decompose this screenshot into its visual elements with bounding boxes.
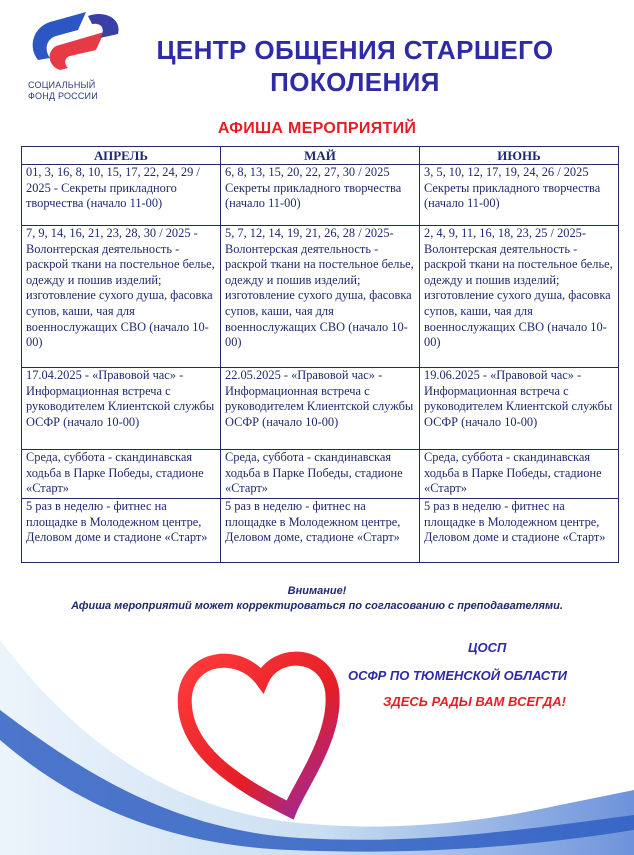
ribbon-heart-graphic bbox=[0, 600, 634, 855]
logo-text-line2: ФОНД РОССИИ bbox=[28, 91, 98, 101]
sfr-logo-mark bbox=[26, 8, 126, 78]
table-row bbox=[22, 226, 619, 368]
schedule-table bbox=[21, 146, 619, 563]
table-cell: 19.06.2025 - «Правовой час» - Информационная встреча с руководителем Клиентской службы ОСФР (начало 10-00) bbox=[420, 368, 619, 450]
notice-text: Афиша мероприятий может корректироваться по согласованию с преподавателями. bbox=[71, 600, 563, 612]
events-subtitle: АФИША МЕРОПРИЯТИЙ bbox=[217, 120, 417, 137]
page-title bbox=[140, 34, 570, 98]
table-cell: Среда, суббота - скандинавская ходьба в Парке Победы, стадионе «Старт» bbox=[22, 450, 221, 499]
table-cell: Среда, суббота - скандинавская ходьба в Парке Победы, стадионе «Старт» bbox=[221, 450, 420, 499]
footer-cosp: ЦОСП bbox=[468, 640, 507, 655]
table-row bbox=[22, 499, 619, 563]
notice-heading: Внимание! bbox=[287, 585, 347, 597]
table-cell: 01, 3, 16, 8, 10, 15, 17, 22, 24, 29 / 2025 - Секреты прикладного творчества (начало 11-00) bbox=[22, 165, 221, 226]
column-header-may: МАЙ bbox=[221, 147, 420, 165]
table-cell: 5 раз в неделю - фитнес на площадке в Молодежном центре, Деловом доме и стадионе «Старт» bbox=[22, 499, 221, 563]
table-row bbox=[22, 450, 619, 499]
column-header-april: АПРЕЛЬ bbox=[22, 147, 221, 165]
table-cell: 3, 5, 10, 12, 17, 19, 24, 26 / 2025 Секреты прикладного творчества (начало 11-00) bbox=[420, 165, 619, 226]
table-row bbox=[22, 165, 619, 226]
table-cell: 6, 8, 13, 15, 20, 22, 27, 30 / 2025 Секреты прикладного творчества (начало 11-00) bbox=[221, 165, 420, 226]
sfr-logo bbox=[26, 8, 126, 103]
table-cell: 2, 4, 9, 11, 16, 18, 23, 25 / 2025- Волонтерская деятельность - раскрой ткани на постельное белье, одежду и пошив изделий; изготовление сухого душа, фасовка супов, каши, чая для военнослужащих СВО (начало 10-00) bbox=[420, 226, 619, 368]
schedule-header-row bbox=[22, 147, 619, 165]
page-title-line2: ПОКОЛЕНИЯ bbox=[270, 67, 440, 97]
table-cell: 5 раз в неделю - фитнес на площадке в Молодежном центре, Деловом доме, стадионе «Старт» bbox=[221, 499, 420, 563]
footer-osfr: ОСФР ПО ТЮМЕНСКОЙ ОБЛАСТИ bbox=[348, 668, 567, 683]
footer-welcome: ЗДЕСЬ РАДЫ ВАМ ВСЕГДА! bbox=[383, 694, 566, 709]
table-cell: 17.04.2025 - «Правовой час» - Информационная встреча с руководителем Клиентской службы ОСФР (начало 10-00) bbox=[22, 368, 221, 450]
column-header-june: ИЮНЬ bbox=[420, 147, 619, 165]
table-row bbox=[22, 368, 619, 450]
table-cell: 22.05.2025 - «Правовой час» - Информационная встреча с руководителем Клиентской службы ОСФР (начало 10-00) bbox=[221, 368, 420, 450]
page-title-line1: ЦЕНТР ОБЩЕНИЯ СТАРШЕГО bbox=[156, 35, 554, 65]
logo-text-line1: СОЦИАЛЬНЫЙ bbox=[28, 80, 96, 90]
table-cell: 5, 7, 12, 14, 19, 21, 26, 28 / 2025- Волонтерская деятельность - раскрой ткани на постельное белье, одежду и пошив изделий; изготовление сухого душа, фасовка супов, каши, чая для военнослужащих СВО (начало 10-00) bbox=[221, 226, 420, 368]
table-cell: 5 раз в неделю - фитнес на площадке в Молодежном центре, Деловом доме и стадионе «Старт» bbox=[420, 499, 619, 563]
table-cell: 7, 9, 14, 16, 21, 23, 28, 30 / 2025 - Волонтерская деятельность - раскрой ткани на постельное белье, одежду и пошив изделий; изготовление сухого душа, фасовка супов, каши, чая для военнослужащих СВО (начало 10-00) bbox=[22, 226, 221, 368]
table-cell: Среда, суббота - скандинавская ходьба в Парке Победы, стадионе «Старт» bbox=[420, 450, 619, 499]
